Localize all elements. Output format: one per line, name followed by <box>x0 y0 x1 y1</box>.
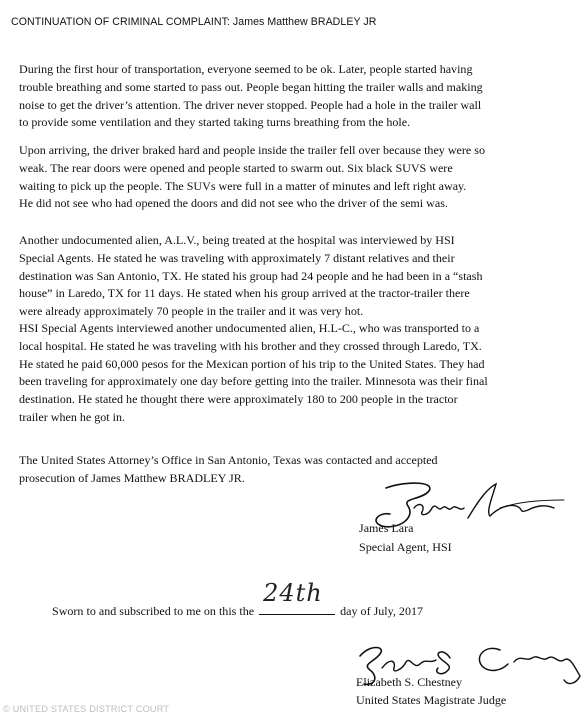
judge-title: United States Magistrate Judge <box>356 693 507 707</box>
text-line: trouble breathing and some started to pass out. People began hitting the trailer walls and making <box>19 79 483 94</box>
agent-title: Special Agent, HSI <box>359 540 452 554</box>
text-line: HSI Special Agents interviewed another undocumented alien, H.L-C., who was transported to a <box>19 321 480 335</box>
paragraph-alv-interview <box>19 232 579 321</box>
text-line: He stated he paid 60,000 pesos for the Mexican portion of his trip to the United States. They had <box>19 356 485 371</box>
text-line: trailer when he got in. <box>19 409 126 424</box>
sworn-statement <box>52 579 424 619</box>
image-credit: © UNITED STATES DISTRICT COURT <box>3 704 170 714</box>
paragraph-arrival <box>19 142 579 213</box>
text-line: During the first hour of transportation, everyone seemed to be ok. Later, people started having <box>19 62 473 76</box>
text-line: destination. He stated he thought there were approximately 180 to 200 people in the tractor <box>19 392 458 407</box>
text-line: to provide some ventilation and they started taking turns breathing from the hole. <box>19 115 411 130</box>
judge-name: Elizabeth S. Chestney <box>356 675 463 689</box>
text-line: local hospital. He stated he was traveling with his brother and they crossed through Laredo, TX. <box>19 338 482 353</box>
text-line: The United States Attorney’s Office in San Antonio, Texas was contacted and accepted <box>19 453 438 467</box>
paragraph-transport <box>19 61 579 132</box>
text-line: He did not see who had opened the doors and did not see who the driver of the semi was. <box>19 196 448 211</box>
text-line: been traveling for approximately one day before getting into the trailer. Minnesota was their final <box>19 374 488 389</box>
text-line: noise to get the driver’s attention. The driver never stopped. People had a hole in the trailer wall <box>19 97 482 112</box>
sworn-text-before: Sworn to and subscribed to me on this the <box>52 604 255 618</box>
text-line: Upon arriving, the driver braked hard and people inside the trailer fell over because they were so <box>19 143 485 157</box>
text-line: Another undocumented alien, A.L.V., being treated at the hospital was interviewed by HSI <box>19 233 455 247</box>
sworn-text-after: day of July, 2017 <box>340 604 424 618</box>
paragraph-hlc-interview <box>19 320 579 427</box>
text-line: Special Agents. He stated he was traveling with approximately 7 distant relatives and their <box>19 250 455 265</box>
text-line: weak. The rear doors were opened and people started to swarm out. Six black SUVS were <box>19 160 453 175</box>
text-line: destination was San Antonio, TX. He stated his group had 24 people and he had been in a “stash <box>19 268 483 283</box>
text-line: house” in Laredo, TX for 11 days. He stated when his group arrived at the tractor-trailer there <box>19 286 470 301</box>
text-line: waiting to pick up the people. The SUVs were full in a matter of minutes and left right away. <box>19 178 467 193</box>
document-header: CONTINUATION OF CRIMINAL COMPLAINT: James Matthew BRADLEY JR <box>11 16 377 28</box>
text-line: were already approximately 70 people in the trailer and it was very hot. <box>19 304 364 319</box>
text-line: prosecution of James Matthew BRADLEY JR. <box>19 470 245 485</box>
agent-name: James Lara <box>359 521 414 535</box>
handwritten-day: 24th <box>263 579 323 607</box>
day-blank <box>259 579 335 615</box>
